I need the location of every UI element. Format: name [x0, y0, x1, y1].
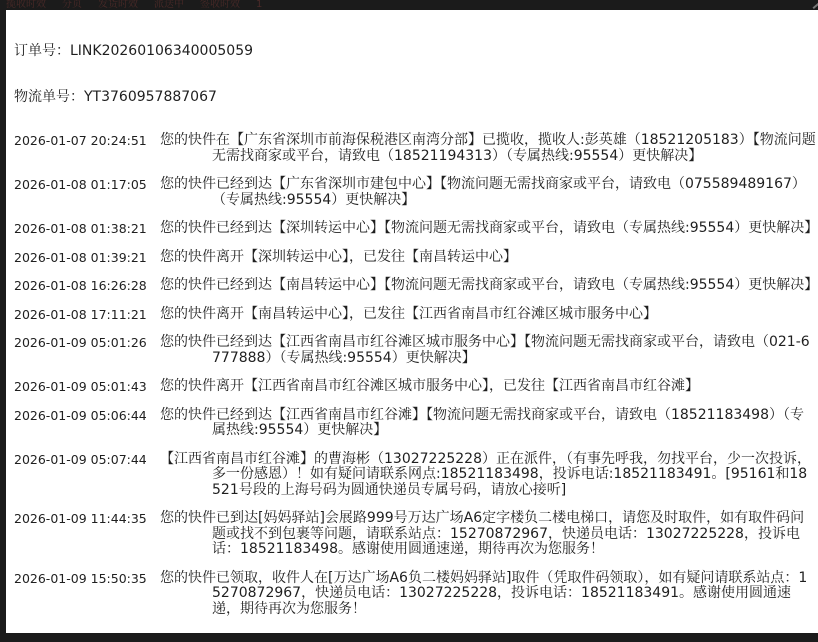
topbar-item[interactable]: 发货时效 — [98, 0, 138, 10]
entry-timestamp: 2026-01-08 17:11:21 — [14, 306, 147, 322]
entry-timestamp: 2026-01-08 01:17:05 — [14, 177, 147, 192]
tracking-entry — [14, 278, 818, 294]
tracking-entry — [14, 335, 818, 366]
entry-timestamp: 2026-01-09 05:06:44 — [14, 407, 147, 423]
topbar-item[interactable]: 揽收时效 — [6, 0, 46, 10]
tracking-entry — [14, 221, 818, 237]
top-chrome-bar — [0, 0, 818, 10]
tracking-entry — [14, 408, 818, 439]
entry-message: 您的快件已经到达【江西省南昌市红谷滩区城市服务中心】【物流问题无需找商家或平台，请致电（021-6777888）（专属热线:95554）更快解决】 — [160, 334, 810, 366]
bottom-edge-bar — [0, 633, 818, 642]
entry-message: 您的快件在【广东省深圳市前海保税港区南湾分部】已揽收，揽收人:彭英雄（18521205183）【物流问题无需找商家或平台，请致电（18521194313）（专属热线:95554）更快解决】 — [160, 132, 816, 164]
topbar-item[interactable]: 分页 — [62, 0, 82, 10]
entry-message: 您的快件已经到达【江西省南昌市红谷滩】【物流问题无需找商家或平台，请致电（18521183498）（专属热线:95554）更快解决】 — [160, 406, 804, 438]
entry-timestamp: 2026-01-09 15:50:35 — [14, 570, 147, 586]
entry-message: 您的快件已领取，收件人在[万达广场A6负二楼妈妈驿站]取件（凭取件码领取），如有疑问请联系站点：15270872967，快递员电话：13027225228，投诉电话：18521183491。感谢使用圆通速递，期待再次为您服务！ — [160, 569, 808, 617]
topbar-item[interactable]: 签收时效 — [200, 0, 240, 10]
order-number-value: LINK20260106340005059 — [70, 43, 254, 59]
entry-message: 您的快件离开【深圳转运中心】，已发往【南昌转运中心】 — [160, 248, 517, 265]
cursor-mark-icon — [813, 1, 818, 9]
entry-message: 您的快件离开【江西省南昌市红谷滩区城市服务中心】，已发往【江西省南昌市红谷滩】 — [160, 378, 699, 394]
tracking-entry — [14, 452, 818, 499]
entry-message: 您的快件已经到达【南昌转运中心】【物流问题无需找商家或平台，请致电（专属热线:95554）更快解决】 — [160, 277, 818, 293]
tracking-entry — [14, 571, 818, 618]
entry-message: 【江西省南昌市红谷滩】的曹海彬（13027225228）正在派件，（有事先呼我，勿找平台，少一次投诉，多一份感恩）！如有疑问请联系网点:18521183498，投诉电话:18521183491。[95161和18521号段的上海号码为圆通快递员专属号码，请放心接听] — [160, 450, 811, 498]
order-number-line — [14, 40, 818, 60]
tracking-entry — [14, 379, 818, 395]
entry-timestamp: 2026-01-07 20:24:51 — [14, 133, 147, 148]
entry-timestamp: 2026-01-08 16:26:28 — [14, 278, 147, 293]
entry-timestamp: 2026-01-09 05:01:26 — [14, 335, 147, 350]
entry-message: 您的快件已到达[妈妈驿站]会展路999号万达广场A6定字楼负二楼电梯口，请您及时取件，如有取件码问题或找不到包裹等问题，请联系站点：15270872967，快递员电话：13027225228，投诉电话：18521183498。感谢使用圆通速递，期待再次为您服务！ — [160, 510, 805, 557]
entry-timestamp: 2026-01-08 01:39:21 — [14, 249, 147, 265]
entry-message: 您的快件离开【南昌转运中心】，已发往【江西省南昌市红谷滩区城市服务中心】 — [160, 305, 657, 322]
logistics-number-line — [14, 86, 818, 106]
entry-timestamp: 2026-01-08 01:38:21 — [14, 221, 147, 236]
topbar-item[interactable]: 1 — [256, 0, 263, 10]
tracking-entries-list — [14, 133, 818, 617]
tracking-entry — [14, 133, 818, 164]
entry-timestamp: 2026-01-09 05:01:43 — [14, 379, 147, 394]
tracking-entry — [14, 307, 818, 323]
left-edge-strip — [0, 10, 6, 633]
order-number-label: 订单号： — [14, 43, 70, 59]
entry-message: 您的快件已经到达【广东省深圳市建包中心】【物流问题无需找商家或平台，请致电（075589489167）（专属热线:95554）更快解决】 — [160, 176, 806, 208]
logistics-number-label: 物流单号： — [14, 89, 84, 105]
tracking-page — [6, 10, 818, 633]
logistics-number-value: YT3760957887067 — [84, 89, 217, 105]
tracking-entry — [14, 177, 818, 208]
entry-message: 您的快件已经到达【深圳转运中心】【物流问题无需找商家或平台，请致电（专属热线:95554）更快解决】 — [160, 220, 818, 236]
entry-timestamp: 2026-01-09 11:44:35 — [14, 511, 147, 526]
tracking-entry — [14, 250, 818, 266]
entry-timestamp: 2026-01-09 05:07:44 — [14, 451, 147, 467]
tracking-entry — [14, 511, 818, 558]
topbar-item[interactable]: 派送中 — [154, 0, 184, 10]
